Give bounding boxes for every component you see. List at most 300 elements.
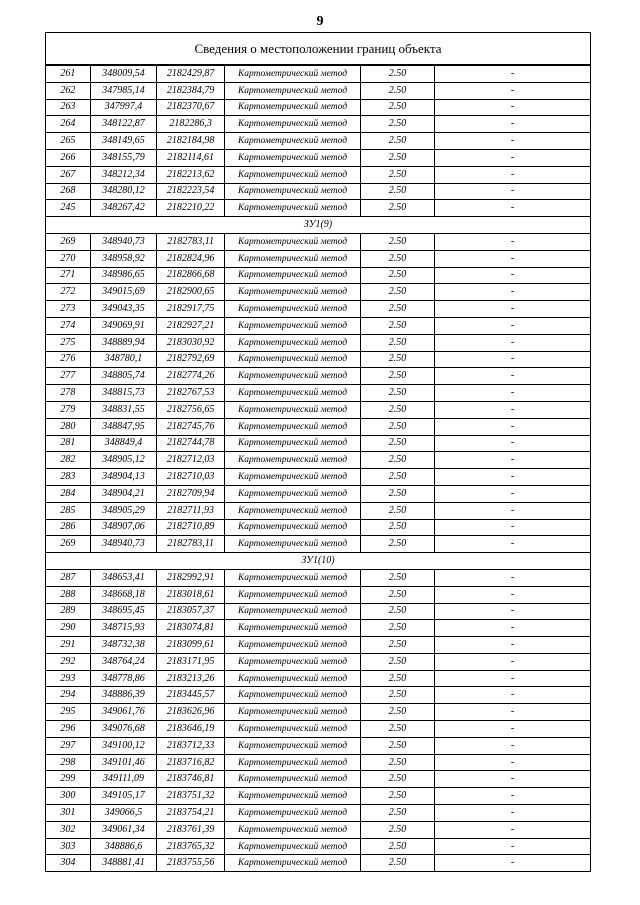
accuracy-cell: 2.50 bbox=[361, 133, 435, 150]
description-cell: - bbox=[434, 166, 590, 183]
method-cell: Картометрический метод bbox=[224, 586, 360, 603]
point-number-cell: 286 bbox=[46, 519, 91, 536]
description-cell: - bbox=[434, 183, 590, 200]
y-coordinate-cell: 2183754,21 bbox=[157, 805, 225, 822]
point-number-cell: 285 bbox=[46, 502, 91, 519]
y-coordinate-cell: 2182710,89 bbox=[157, 519, 225, 536]
y-coordinate-cell: 2182792,69 bbox=[157, 351, 225, 368]
y-coordinate-cell: 2182744,78 bbox=[157, 435, 225, 452]
method-cell: Картометрический метод bbox=[224, 301, 360, 318]
method-cell: Картометрический метод bbox=[224, 620, 360, 637]
method-cell: Картометрический метод bbox=[224, 284, 360, 301]
method-cell: Картометрический метод bbox=[224, 452, 360, 469]
accuracy-cell: 2.50 bbox=[361, 317, 435, 334]
y-coordinate-cell: 2182184,98 bbox=[157, 133, 225, 150]
description-cell: - bbox=[434, 821, 590, 838]
table-row bbox=[46, 569, 591, 586]
table-row bbox=[46, 536, 591, 553]
y-coordinate-cell: 2182824,96 bbox=[157, 250, 225, 267]
accuracy-cell: 2.50 bbox=[361, 687, 435, 704]
y-coordinate-cell: 2183755,56 bbox=[157, 855, 225, 872]
point-number-cell: 261 bbox=[46, 66, 91, 83]
method-cell: Картометрический метод bbox=[224, 317, 360, 334]
description-cell: - bbox=[434, 620, 590, 637]
table-row bbox=[46, 183, 591, 200]
x-coordinate-cell: 349061,34 bbox=[90, 821, 157, 838]
x-coordinate-cell: 348847,95 bbox=[90, 418, 157, 435]
x-coordinate-cell: 348780,1 bbox=[90, 351, 157, 368]
description-cell: - bbox=[434, 603, 590, 620]
accuracy-cell: 2.50 bbox=[361, 334, 435, 351]
y-coordinate-cell: 2183171,95 bbox=[157, 653, 225, 670]
table-row bbox=[46, 452, 591, 469]
x-coordinate-cell: 348831,55 bbox=[90, 401, 157, 418]
method-cell: Картометрический метод bbox=[224, 149, 360, 166]
x-coordinate-cell: 348122,87 bbox=[90, 116, 157, 133]
accuracy-cell: 2.50 bbox=[361, 637, 435, 654]
table-row bbox=[46, 166, 591, 183]
method-cell: Картометрический метод bbox=[224, 82, 360, 99]
y-coordinate-cell: 2182711,93 bbox=[157, 502, 225, 519]
table-row bbox=[46, 620, 591, 637]
table-row bbox=[46, 250, 591, 267]
point-number-cell: 279 bbox=[46, 401, 91, 418]
table-row bbox=[46, 502, 591, 519]
coordinates-table-body bbox=[46, 66, 591, 872]
y-coordinate-cell: 2182429,87 bbox=[157, 66, 225, 83]
description-cell: - bbox=[434, 401, 590, 418]
description-cell: - bbox=[434, 805, 590, 822]
x-coordinate-cell: 348881,41 bbox=[90, 855, 157, 872]
table-row bbox=[46, 821, 591, 838]
coordinates-table bbox=[45, 65, 591, 872]
x-coordinate-cell: 348886,6 bbox=[90, 838, 157, 855]
table-row bbox=[46, 670, 591, 687]
x-coordinate-cell: 348715,93 bbox=[90, 620, 157, 637]
accuracy-cell: 2.50 bbox=[361, 603, 435, 620]
description-cell: - bbox=[434, 435, 590, 452]
point-number-cell: 263 bbox=[46, 99, 91, 116]
description-cell: - bbox=[434, 334, 590, 351]
accuracy-cell: 2.50 bbox=[361, 183, 435, 200]
method-cell: Картометрический метод bbox=[224, 267, 360, 284]
description-cell: - bbox=[434, 233, 590, 250]
method-cell: Картометрический метод bbox=[224, 603, 360, 620]
method-cell: Картометрический метод bbox=[224, 250, 360, 267]
y-coordinate-cell: 2183765,32 bbox=[157, 838, 225, 855]
y-coordinate-cell: 2182992,91 bbox=[157, 569, 225, 586]
method-cell: Картометрический метод bbox=[224, 200, 360, 217]
description-cell: - bbox=[434, 385, 590, 402]
table-row bbox=[46, 99, 591, 116]
table-row bbox=[46, 301, 591, 318]
x-coordinate-cell: 349076,68 bbox=[90, 721, 157, 738]
method-cell: Картометрический метод bbox=[224, 116, 360, 133]
description-cell: - bbox=[434, 66, 590, 83]
accuracy-cell: 2.50 bbox=[361, 82, 435, 99]
x-coordinate-cell: 349111,09 bbox=[90, 771, 157, 788]
x-coordinate-cell: 348907,06 bbox=[90, 519, 157, 536]
page-number: 9 bbox=[316, 14, 324, 29]
description-cell: - bbox=[434, 267, 590, 284]
x-coordinate-cell: 348764,24 bbox=[90, 653, 157, 670]
point-number-cell: 281 bbox=[46, 435, 91, 452]
method-cell: Картометрический метод bbox=[224, 805, 360, 822]
y-coordinate-cell: 2182756,65 bbox=[157, 401, 225, 418]
point-number-cell: 288 bbox=[46, 586, 91, 603]
table-row bbox=[46, 754, 591, 771]
x-coordinate-cell: 349101,46 bbox=[90, 754, 157, 771]
method-cell: Картометрический метод bbox=[224, 166, 360, 183]
point-number-cell: 268 bbox=[46, 183, 91, 200]
method-cell: Картометрический метод bbox=[224, 536, 360, 553]
point-number-cell: 292 bbox=[46, 653, 91, 670]
point-number-cell: 272 bbox=[46, 284, 91, 301]
accuracy-cell: 2.50 bbox=[361, 284, 435, 301]
y-coordinate-cell: 2183057,37 bbox=[157, 603, 225, 620]
point-number-cell: 269 bbox=[46, 233, 91, 250]
method-cell: Картометрический метод bbox=[224, 133, 360, 150]
accuracy-cell: 2.50 bbox=[361, 301, 435, 318]
method-cell: Картометрический метод bbox=[224, 637, 360, 654]
y-coordinate-cell: 2183074,81 bbox=[157, 620, 225, 637]
x-coordinate-cell: 348778,86 bbox=[90, 670, 157, 687]
table-row bbox=[46, 385, 591, 402]
method-cell: Картометрический метод bbox=[224, 721, 360, 738]
y-coordinate-cell: 2183626,96 bbox=[157, 704, 225, 721]
y-coordinate-cell: 2183712,33 bbox=[157, 737, 225, 754]
accuracy-cell: 2.50 bbox=[361, 670, 435, 687]
y-coordinate-cell: 2182774,26 bbox=[157, 368, 225, 385]
y-coordinate-cell: 2183099,61 bbox=[157, 637, 225, 654]
description-cell: - bbox=[434, 536, 590, 553]
method-cell: Картометрический метод bbox=[224, 435, 360, 452]
point-number-cell: 280 bbox=[46, 418, 91, 435]
point-number-cell: 269 bbox=[46, 536, 91, 553]
table-row bbox=[46, 284, 591, 301]
point-number-cell: 277 bbox=[46, 368, 91, 385]
x-coordinate-cell: 348267,42 bbox=[90, 200, 157, 217]
description-cell: - bbox=[434, 485, 590, 502]
table-row bbox=[46, 855, 591, 872]
x-coordinate-cell: 349105,17 bbox=[90, 788, 157, 805]
description-cell: - bbox=[434, 452, 590, 469]
description-cell: - bbox=[434, 82, 590, 99]
point-number-cell: 290 bbox=[46, 620, 91, 637]
point-number-cell: 282 bbox=[46, 452, 91, 469]
description-cell: - bbox=[434, 637, 590, 654]
accuracy-cell: 2.50 bbox=[361, 721, 435, 738]
accuracy-cell: 2.50 bbox=[361, 385, 435, 402]
section-row bbox=[46, 553, 591, 570]
description-cell: - bbox=[434, 200, 590, 217]
method-cell: Картометрический метод bbox=[224, 754, 360, 771]
point-number-cell: 283 bbox=[46, 469, 91, 486]
table-row bbox=[46, 133, 591, 150]
description-cell: - bbox=[434, 301, 590, 318]
method-cell: Картометрический метод bbox=[224, 737, 360, 754]
description-cell: - bbox=[434, 586, 590, 603]
method-cell: Картометрический метод bbox=[224, 653, 360, 670]
section-label: ЗУ1(10) bbox=[46, 553, 591, 570]
point-number-cell: 295 bbox=[46, 704, 91, 721]
description-cell: - bbox=[434, 771, 590, 788]
accuracy-cell: 2.50 bbox=[361, 267, 435, 284]
y-coordinate-cell: 2182210,22 bbox=[157, 200, 225, 217]
x-coordinate-cell: 348905,12 bbox=[90, 452, 157, 469]
method-cell: Картометрический метод bbox=[224, 385, 360, 402]
x-coordinate-cell: 348886,39 bbox=[90, 687, 157, 704]
method-cell: Картометрический метод bbox=[224, 838, 360, 855]
coordinates-table-wrapper bbox=[45, 32, 591, 872]
accuracy-cell: 2.50 bbox=[361, 536, 435, 553]
description-cell: - bbox=[434, 502, 590, 519]
table-row bbox=[46, 603, 591, 620]
description-cell: - bbox=[434, 569, 590, 586]
x-coordinate-cell: 348280,12 bbox=[90, 183, 157, 200]
point-number-cell: 300 bbox=[46, 788, 91, 805]
x-coordinate-cell: 348889,94 bbox=[90, 334, 157, 351]
y-coordinate-cell: 2183646,19 bbox=[157, 721, 225, 738]
accuracy-cell: 2.50 bbox=[361, 485, 435, 502]
accuracy-cell: 2.50 bbox=[361, 519, 435, 536]
y-coordinate-cell: 2182767,53 bbox=[157, 385, 225, 402]
description-cell: - bbox=[434, 737, 590, 754]
x-coordinate-cell: 347985,14 bbox=[90, 82, 157, 99]
method-cell: Картометрический метод bbox=[224, 334, 360, 351]
table-row bbox=[46, 401, 591, 418]
table-row bbox=[46, 704, 591, 721]
accuracy-cell: 2.50 bbox=[361, 620, 435, 637]
accuracy-cell: 2.50 bbox=[361, 788, 435, 805]
accuracy-cell: 2.50 bbox=[361, 586, 435, 603]
y-coordinate-cell: 2182384,79 bbox=[157, 82, 225, 99]
accuracy-cell: 2.50 bbox=[361, 502, 435, 519]
x-coordinate-cell: 348155,79 bbox=[90, 149, 157, 166]
method-cell: Картометрический метод bbox=[224, 66, 360, 83]
point-number-cell: 245 bbox=[46, 200, 91, 217]
point-number-cell: 262 bbox=[46, 82, 91, 99]
description-cell: - bbox=[434, 418, 590, 435]
method-cell: Картометрический метод bbox=[224, 788, 360, 805]
description-cell: - bbox=[434, 704, 590, 721]
accuracy-cell: 2.50 bbox=[361, 754, 435, 771]
accuracy-cell: 2.50 bbox=[361, 418, 435, 435]
y-coordinate-cell: 2182783,11 bbox=[157, 536, 225, 553]
description-cell: - bbox=[434, 855, 590, 872]
point-number-cell: 299 bbox=[46, 771, 91, 788]
section-row bbox=[46, 217, 591, 234]
description-cell: - bbox=[434, 368, 590, 385]
table-row bbox=[46, 653, 591, 670]
table-row bbox=[46, 334, 591, 351]
description-cell: - bbox=[434, 754, 590, 771]
x-coordinate-cell: 348009,54 bbox=[90, 66, 157, 83]
point-number-cell: 297 bbox=[46, 737, 91, 754]
x-coordinate-cell: 348668,18 bbox=[90, 586, 157, 603]
x-coordinate-cell: 348986,65 bbox=[90, 267, 157, 284]
table-row bbox=[46, 469, 591, 486]
accuracy-cell: 2.50 bbox=[361, 469, 435, 486]
method-cell: Картометрический метод bbox=[224, 771, 360, 788]
x-coordinate-cell: 349061,76 bbox=[90, 704, 157, 721]
accuracy-cell: 2.50 bbox=[361, 452, 435, 469]
table-row bbox=[46, 200, 591, 217]
accuracy-cell: 2.50 bbox=[361, 149, 435, 166]
accuracy-cell: 2.50 bbox=[361, 838, 435, 855]
y-coordinate-cell: 2183716,82 bbox=[157, 754, 225, 771]
y-coordinate-cell: 2183445,57 bbox=[157, 687, 225, 704]
accuracy-cell: 2.50 bbox=[361, 368, 435, 385]
point-number-cell: 267 bbox=[46, 166, 91, 183]
point-number-cell: 296 bbox=[46, 721, 91, 738]
x-coordinate-cell: 348904,21 bbox=[90, 485, 157, 502]
point-number-cell: 298 bbox=[46, 754, 91, 771]
method-cell: Картометрический метод bbox=[224, 670, 360, 687]
method-cell: Картометрический метод bbox=[224, 233, 360, 250]
description-cell: - bbox=[434, 519, 590, 536]
description-cell: - bbox=[434, 670, 590, 687]
accuracy-cell: 2.50 bbox=[361, 99, 435, 116]
accuracy-cell: 2.50 bbox=[361, 653, 435, 670]
point-number-cell: 270 bbox=[46, 250, 91, 267]
x-coordinate-cell: 348815,73 bbox=[90, 385, 157, 402]
table-row bbox=[46, 116, 591, 133]
description-cell: - bbox=[434, 250, 590, 267]
y-coordinate-cell: 2183030,92 bbox=[157, 334, 225, 351]
accuracy-cell: 2.50 bbox=[361, 805, 435, 822]
x-coordinate-cell: 349100,12 bbox=[90, 737, 157, 754]
x-coordinate-cell: 348149,65 bbox=[90, 133, 157, 150]
description-cell: - bbox=[434, 687, 590, 704]
description-cell: - bbox=[434, 721, 590, 738]
x-coordinate-cell: 348904,13 bbox=[90, 469, 157, 486]
y-coordinate-cell: 2183018,61 bbox=[157, 586, 225, 603]
point-number-cell: 301 bbox=[46, 805, 91, 822]
x-coordinate-cell: 348805,74 bbox=[90, 368, 157, 385]
x-coordinate-cell: 348940,73 bbox=[90, 233, 157, 250]
accuracy-cell: 2.50 bbox=[361, 737, 435, 754]
point-number-cell: 284 bbox=[46, 485, 91, 502]
y-coordinate-cell: 2182370,67 bbox=[157, 99, 225, 116]
x-coordinate-cell: 347997,4 bbox=[90, 99, 157, 116]
method-cell: Картометрический метод bbox=[224, 855, 360, 872]
x-coordinate-cell: 348212,34 bbox=[90, 166, 157, 183]
description-cell: - bbox=[434, 284, 590, 301]
method-cell: Картометрический метод bbox=[224, 99, 360, 116]
table-row bbox=[46, 838, 591, 855]
y-coordinate-cell: 2182709,94 bbox=[157, 485, 225, 502]
table-row bbox=[46, 771, 591, 788]
accuracy-cell: 2.50 bbox=[361, 821, 435, 838]
y-coordinate-cell: 2182710,03 bbox=[157, 469, 225, 486]
method-cell: Картометрический метод bbox=[224, 687, 360, 704]
accuracy-cell: 2.50 bbox=[361, 569, 435, 586]
x-coordinate-cell: 348732,38 bbox=[90, 637, 157, 654]
accuracy-cell: 2.50 bbox=[361, 855, 435, 872]
description-cell: - bbox=[434, 469, 590, 486]
point-number-cell: 275 bbox=[46, 334, 91, 351]
description-cell: - bbox=[434, 99, 590, 116]
point-number-cell: 276 bbox=[46, 351, 91, 368]
description-cell: - bbox=[434, 653, 590, 670]
description-cell: - bbox=[434, 116, 590, 133]
description-cell: - bbox=[434, 788, 590, 805]
accuracy-cell: 2.50 bbox=[361, 116, 435, 133]
point-number-cell: 274 bbox=[46, 317, 91, 334]
accuracy-cell: 2.50 bbox=[361, 66, 435, 83]
table-row bbox=[46, 788, 591, 805]
accuracy-cell: 2.50 bbox=[361, 704, 435, 721]
y-coordinate-cell: 2182213,62 bbox=[157, 166, 225, 183]
description-cell: - bbox=[434, 838, 590, 855]
point-number-cell: 289 bbox=[46, 603, 91, 620]
table-row bbox=[46, 82, 591, 99]
table-row bbox=[46, 317, 591, 334]
point-number-cell: 293 bbox=[46, 670, 91, 687]
point-number-cell: 303 bbox=[46, 838, 91, 855]
method-cell: Картометрический метод bbox=[224, 401, 360, 418]
x-coordinate-cell: 349043,35 bbox=[90, 301, 157, 318]
section-label: ЗУ1(9) bbox=[46, 217, 591, 234]
table-row bbox=[46, 435, 591, 452]
x-coordinate-cell: 349066,5 bbox=[90, 805, 157, 822]
table-row bbox=[46, 737, 591, 754]
y-coordinate-cell: 2183751,32 bbox=[157, 788, 225, 805]
table-row bbox=[46, 637, 591, 654]
method-cell: Картометрический метод bbox=[224, 351, 360, 368]
method-cell: Картометрический метод bbox=[224, 368, 360, 385]
table-row bbox=[46, 233, 591, 250]
table-row bbox=[46, 721, 591, 738]
table-row bbox=[46, 149, 591, 166]
y-coordinate-cell: 2182712,03 bbox=[157, 452, 225, 469]
table-row bbox=[46, 351, 591, 368]
x-coordinate-cell: 349015,69 bbox=[90, 284, 157, 301]
y-coordinate-cell: 2182866,68 bbox=[157, 267, 225, 284]
method-cell: Картометрический метод bbox=[224, 821, 360, 838]
y-coordinate-cell: 2182223,54 bbox=[157, 183, 225, 200]
y-coordinate-cell: 2183746,81 bbox=[157, 771, 225, 788]
accuracy-cell: 2.50 bbox=[361, 200, 435, 217]
accuracy-cell: 2.50 bbox=[361, 435, 435, 452]
table-row bbox=[46, 418, 591, 435]
x-coordinate-cell: 348695,45 bbox=[90, 603, 157, 620]
table-row bbox=[46, 66, 591, 83]
table-row bbox=[46, 485, 591, 502]
description-cell: - bbox=[434, 133, 590, 150]
x-coordinate-cell: 348940,73 bbox=[90, 536, 157, 553]
x-coordinate-cell: 348849,4 bbox=[90, 435, 157, 452]
x-coordinate-cell: 348653,41 bbox=[90, 569, 157, 586]
point-number-cell: 304 bbox=[46, 855, 91, 872]
y-coordinate-cell: 2182900,65 bbox=[157, 284, 225, 301]
description-cell: - bbox=[434, 351, 590, 368]
point-number-cell: 265 bbox=[46, 133, 91, 150]
method-cell: Картометрический метод bbox=[224, 519, 360, 536]
accuracy-cell: 2.50 bbox=[361, 401, 435, 418]
method-cell: Картометрический метод bbox=[224, 469, 360, 486]
accuracy-cell: 2.50 bbox=[361, 250, 435, 267]
description-cell: - bbox=[434, 317, 590, 334]
table-row bbox=[46, 586, 591, 603]
table-row bbox=[46, 368, 591, 385]
y-coordinate-cell: 2182783,11 bbox=[157, 233, 225, 250]
description-cell: - bbox=[434, 149, 590, 166]
method-cell: Картометрический метод bbox=[224, 485, 360, 502]
point-number-cell: 294 bbox=[46, 687, 91, 704]
table-row bbox=[46, 687, 591, 704]
